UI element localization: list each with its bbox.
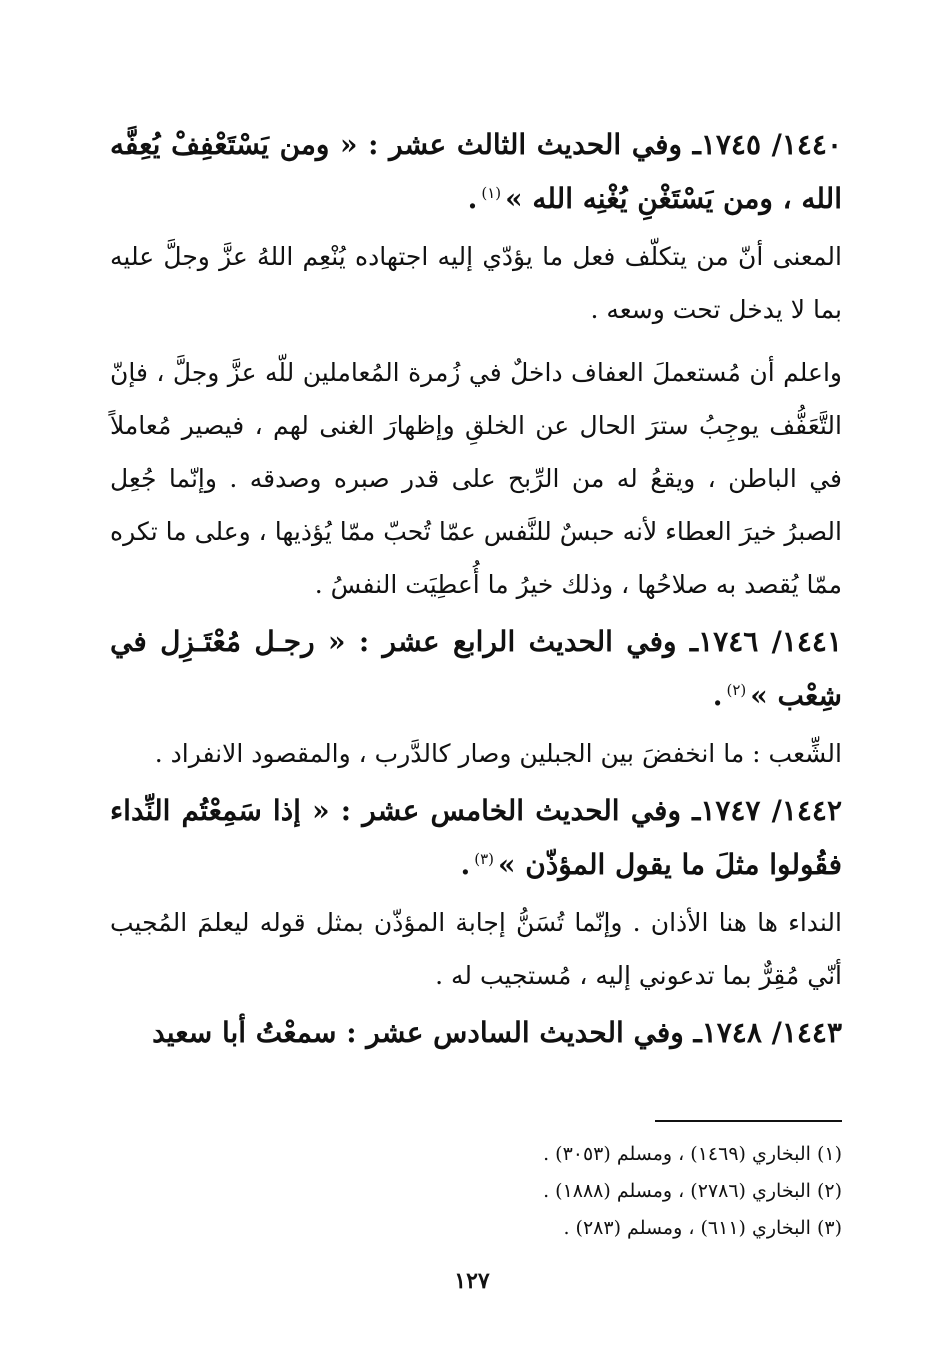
footnote-1: (١) البخاري (١٤٦٩) ، ومسلم (٣٠٥٣) . <box>543 1143 842 1165</box>
commentary-1442: النداء ها هنا الأذان . وإنّما تُسَنُّ إجابة المؤذّن بمثل قوله ليعلمَ المُجيب أنّي مُقِرٌّ بما تدعوني إليه ، مُستجيب له . <box>110 908 842 990</box>
footnote-divider <box>655 1120 842 1122</box>
hadith-1443 <box>110 1006 842 1060</box>
hadith-1441-end: . <box>712 679 723 712</box>
commentary-1440: المعنى أنّ من يتكلّف فعل ما يؤدّي إليه اجتهاده يُنْعِم اللهُ عزَّ وجلَّ عليه بما لا يدخل تحت وسعه . <box>110 242 842 324</box>
hadith-1440-text: ١٤٤٠/ ١٧٤٥ـ وفي الحديث الثالث عشر : « ومن يَسْتَعْفِفْ يُعِفَّه الله ، ومن يَسْتَغْنِ يُغْنِه الله » <box>110 128 842 215</box>
hadith-1440-end: . <box>467 182 478 215</box>
footnote-2: (٢) البخاري (٢٧٨٦) ، ومسلم (١٨٨٨) . <box>543 1180 842 1202</box>
page-number: ١٢٧ <box>454 1268 490 1294</box>
footnote-3: (٣) البخاري (٦١١) ، ومسلم (٢٨٣) . <box>563 1217 842 1239</box>
hadith-1441 <box>110 615 842 723</box>
footnotes <box>110 1136 842 1247</box>
hadith-1442-end: . <box>460 848 471 881</box>
footnote-ref-1: (١) <box>481 183 502 202</box>
hadith-1442 <box>110 784 842 892</box>
hadith-1440 <box>110 118 842 226</box>
footnote-ref-2: (٢) <box>726 680 747 699</box>
hadith-1441-text: ١٤٤١/ ١٧٤٦ـ وفي الحديث الرابع عشر : « رجـل مُعْتَـزِل في شِعْب » <box>110 625 842 712</box>
commentary-1440-continued: واعلم أن مُستعملَ العفاف داخلٌ في زُمرة المُعاملين للّه عزَّ وجلَّ ، فإنّ التَّعَفُّف يوجِبُ سترَ الحال عن الخلقِ وإظهارَ الغنى لهم ، فيصير مُعاملاً في الباطن ، ويقعُ له من الرِّبح على قدر صبره وصدقه . وإنّما جُعِل الصبرُ خيرَ العطاء لأنه حبسٌ للنَّفس عمّا تُحبّ ممّا يُؤذيها ، وعلى ما تكره ممّا يُقصد به صلاحُها ، وذلك خيرُ ما أُعطِيَت النفسُ . <box>110 358 842 599</box>
page-body <box>110 118 842 1060</box>
footnote-ref-3: (٣) <box>474 849 495 868</box>
commentary-1441: الشِّعب : ما انخفضَ بين الجبلين وصار كالدَّرب ، والمقصود الانفراد . <box>154 739 842 768</box>
hadith-1443-text: ١٤٤٣/ ١٧٤٨ـ وفي الحديث السادس عشر : سمعْتُ أبا سعيد <box>152 1016 842 1049</box>
hadith-1442-text: ١٤٤٢/ ١٧٤٧ـ وفي الحديث الخامس عشر : « إذا سَمِعْتُم النِّداء فقُولوا مثلَ ما يقول المؤذّن » <box>110 794 842 881</box>
